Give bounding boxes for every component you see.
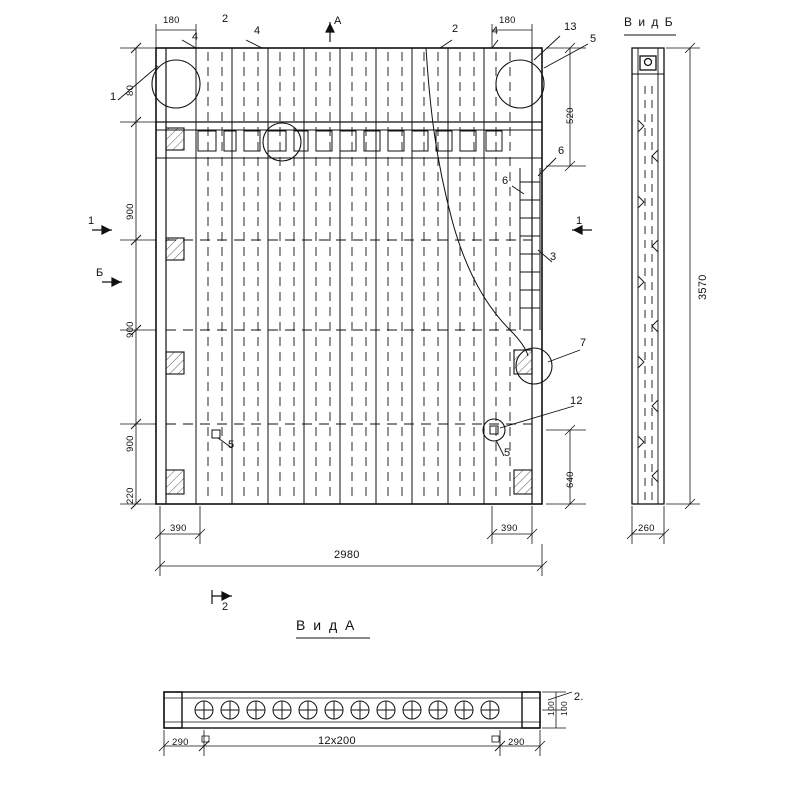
callout-pos-13: 13 [564,21,577,33]
callout-pos-4-top-left: 4 [192,31,199,43]
dim-side-height-3570: 3570 [697,274,709,300]
dim-left-900-1: 900 [125,203,136,220]
dim-bottom-right-390: 390 [501,523,518,534]
side-view-outline [632,48,664,504]
dim-left-220: 220 [125,487,136,504]
callout-section-b-left: Б [96,267,104,279]
callout-pos-6-right: 6 [558,145,565,157]
callout-pos-7: 7 [580,337,587,349]
view-a-title: В и д А [296,617,357,633]
dim-top-right-180: 180 [499,15,516,26]
dim-bottom-left-290: 290 [172,737,189,748]
callout-pos-4-top-right: 4 [492,25,499,37]
dim-bottom-total-2980: 2980 [334,549,360,561]
plan-left-plates [166,128,184,494]
callout-section-1-left: 1 [88,215,95,227]
dim-left-900-3: 900 [125,435,136,452]
dim-top-left-180: 180 [163,15,180,26]
dim-left-900-2: 900 [125,321,136,338]
dim-right-520: 520 [565,107,576,124]
dim-bottom-thickness-1: 100 [546,700,556,716]
dim-bottom-thickness-2: 100 [559,700,569,716]
plan-section-markers [92,22,592,604]
callout-pos-4-left: 4 [254,25,261,37]
plan-leader-curve [426,48,528,356]
callout-pos-5-bottom-left: 5 [228,439,235,451]
plan-small-markers [212,426,498,438]
callout-pos-6-inner: 6 [502,175,509,187]
bottom-section-holes [195,701,499,719]
dim-bottom-spacing-12x200: 12x200 [318,735,356,747]
plan-hidden-lines [208,52,510,500]
dim-right-640: 640 [565,471,576,488]
callout-pos-5-top: 5 [590,33,597,45]
dim-bottom-right-290: 290 [508,737,525,748]
callout-pos-1: 1 [110,91,117,103]
plan-vertical-ribs [196,48,484,504]
plan-leaders [118,36,588,456]
callout-bottom-pos-2: 2. [574,691,584,703]
callout-pos-3: 3 [550,251,557,263]
plan-embed-squares [198,131,502,151]
plan-rung-detail [520,168,540,330]
callout-pos-12: 12 [570,395,583,407]
callout-pos-2-top-right: 2 [452,23,459,35]
side-view-notches [638,120,658,482]
callout-pos-5-mid: 5 [504,447,511,459]
dim-bottom-left-390: 390 [170,523,187,534]
side-view-hidden-detail [645,86,652,500]
dim-side-width-260: 260 [638,523,655,534]
dim-left-80: 80 [125,84,136,96]
title-underlines [296,35,676,638]
callout-pos-2-top-left: 2 [222,13,229,25]
callout-section-2-bottom: 2 [222,601,229,613]
callout-section-1-right: 1 [576,215,583,227]
view-b-title: В и д Б [624,15,675,29]
callout-section-a: А [334,15,342,27]
plan-hidden-rows [166,240,532,424]
